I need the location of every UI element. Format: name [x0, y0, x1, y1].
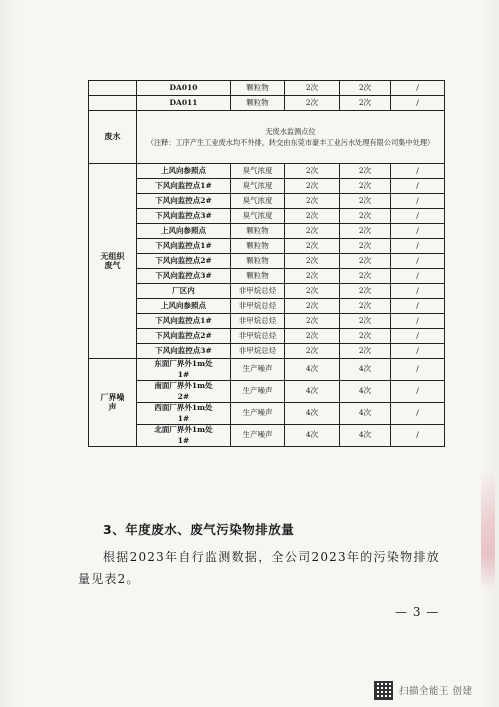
actual-cell: 2次 — [340, 299, 391, 314]
table-row — [89, 329, 445, 344]
point-cell: DA011 — [137, 96, 231, 111]
point-line: 1# — [177, 369, 190, 379]
result-cell: / — [391, 299, 445, 314]
item-cell: 臭气浓度 — [231, 194, 285, 209]
category-fugitive — [89, 164, 137, 359]
result-cell: / — [391, 96, 445, 111]
category-fugitive-line1: 无组织 — [100, 250, 125, 261]
result-cell: / — [391, 314, 445, 329]
item-cell: 颗粒物 — [231, 239, 285, 254]
actual-cell: 2次 — [340, 209, 391, 224]
result-cell: / — [391, 194, 445, 209]
frequency-cell: 2次 — [285, 329, 340, 344]
point-cell — [137, 403, 231, 425]
section-heading: 3、年度废水、废气污染物排放量 — [103, 522, 295, 537]
frequency-cell: 2次 — [285, 299, 340, 314]
frequency-cell: 4次 — [285, 403, 340, 425]
table-row-wastewater — [89, 111, 445, 164]
frequency-cell: 2次 — [285, 81, 340, 96]
actual-cell: 2次 — [340, 194, 391, 209]
result-cell: / — [391, 224, 445, 239]
category-fugitive-line2: 废气 — [104, 260, 121, 270]
item-cell: 生产噪声 — [231, 381, 285, 403]
point-cell: 下风向监控点2# — [137, 329, 231, 344]
result-cell: / — [391, 269, 445, 284]
frequency-cell: 2次 — [285, 284, 340, 299]
frequency-cell: 4次 — [285, 381, 340, 403]
scanner-credit: 扫描全能王 创建 — [399, 686, 473, 697]
frequency-cell: 2次 — [285, 344, 340, 359]
point-cell: 下风向监控点1# — [137, 179, 231, 194]
table-row — [89, 209, 445, 224]
frequency-cell: 2次 — [285, 194, 340, 209]
item-cell: 颗粒物 — [231, 254, 285, 269]
result-cell: / — [391, 239, 445, 254]
point-cell — [137, 381, 231, 403]
frequency-cell: 2次 — [285, 164, 340, 179]
item-cell: 非甲烷总烃 — [231, 284, 285, 299]
item-cell: 非甲烷总烃 — [231, 329, 285, 344]
category-noise — [89, 359, 137, 447]
actual-cell: 2次 — [340, 269, 391, 284]
category-cell — [89, 81, 137, 96]
item-cell: 生产噪声 — [231, 359, 285, 381]
frequency-cell: 2次 — [285, 179, 340, 194]
frequency-cell: 4次 — [285, 425, 340, 447]
actual-cell: 2次 — [340, 329, 391, 344]
category-noise-line1: 厂界噪 — [100, 392, 125, 403]
point-cell — [137, 425, 231, 447]
actual-cell: 2次 — [340, 224, 391, 239]
page-number: — 3 — — [395, 605, 440, 619]
actual-cell: 4次 — [340, 359, 391, 381]
point-line: 1# — [177, 413, 190, 423]
actual-cell: 4次 — [340, 381, 391, 403]
point-cell: 上风向参照点 — [137, 224, 231, 239]
frequency-cell: 2次 — [285, 209, 340, 224]
item-cell: 颗粒物 — [231, 81, 285, 96]
point-line: 1# — [177, 435, 190, 445]
scanner-watermark — [374, 680, 473, 700]
result-cell: / — [391, 425, 445, 447]
result-cell: / — [391, 381, 445, 403]
table-row — [89, 81, 445, 96]
actual-cell: 2次 — [340, 284, 391, 299]
result-cell: / — [391, 403, 445, 425]
item-cell: 非甲烷总烃 — [231, 344, 285, 359]
point-cell: 厂区内 — [137, 284, 231, 299]
point-cell: 下风向监控点2# — [137, 254, 231, 269]
item-cell: 生产噪声 — [231, 425, 285, 447]
point-line: 南面厂界外1m处 — [154, 381, 213, 391]
body-paragraph: 根据2023年自行监测数据，全公司2023年的污染物排放量见表2。 — [78, 550, 440, 586]
result-cell: / — [391, 179, 445, 194]
frequency-cell: 4次 — [285, 359, 340, 381]
item-cell: 臭气浓度 — [231, 209, 285, 224]
result-cell: / — [391, 329, 445, 344]
table-row — [89, 344, 445, 359]
actual-cell: 2次 — [340, 96, 391, 111]
result-cell: / — [391, 81, 445, 96]
result-cell: / — [391, 254, 445, 269]
result-cell: / — [391, 359, 445, 381]
result-cell: / — [391, 284, 445, 299]
frequency-cell: 2次 — [285, 96, 340, 111]
point-cell: 下风向监控点2# — [137, 194, 231, 209]
item-cell: 颗粒物 — [231, 269, 285, 284]
item-cell: 颗粒物 — [231, 224, 285, 239]
table-row — [89, 299, 445, 314]
monitoring-table — [88, 80, 445, 447]
table-row — [89, 269, 445, 284]
frequency-cell: 2次 — [285, 239, 340, 254]
actual-cell: 2次 — [340, 239, 391, 254]
actual-cell: 4次 — [340, 425, 391, 447]
frequency-cell: 2次 — [285, 254, 340, 269]
point-line: 2# — [177, 391, 190, 401]
point-cell: 上风向参照点 — [137, 299, 231, 314]
frequency-cell: 2次 — [285, 224, 340, 239]
table-row — [89, 164, 445, 179]
wastewater-note — [137, 111, 445, 164]
actual-cell: 2次 — [340, 81, 391, 96]
actual-cell: 4次 — [340, 403, 391, 425]
point-cell: DA010 — [137, 81, 231, 96]
point-cell — [137, 359, 231, 381]
item-cell: 臭气浓度 — [231, 164, 285, 179]
point-cell: 下风向监控点1# — [137, 314, 231, 329]
category-wastewater: 废水 — [89, 111, 137, 164]
category-noise-line2: 声 — [108, 401, 117, 412]
qr-code-icon — [374, 681, 393, 700]
point-line: 东面厂界外1m处 — [154, 359, 213, 369]
point-line: 北面厂界外1m处 — [154, 425, 213, 435]
point-cell: 下风向监控点3# — [137, 209, 231, 224]
actual-cell: 2次 — [340, 344, 391, 359]
point-line: 西面厂界外1m处 — [154, 403, 213, 413]
actual-cell: 2次 — [340, 314, 391, 329]
wastewater-note-detail: （注释：工序产生工业废水均不外排，转交由东莞市豪丰工业污水处理有限公司集中处理） — [146, 138, 435, 147]
table-row — [89, 314, 445, 329]
table-row — [89, 254, 445, 269]
result-cell: / — [391, 164, 445, 179]
item-cell: 非甲烷总烃 — [231, 299, 285, 314]
frequency-cell: 2次 — [285, 269, 340, 284]
table-row — [89, 224, 445, 239]
item-cell: 颗粒物 — [231, 96, 285, 111]
point-cell: 下风向监控点3# — [137, 344, 231, 359]
table-row — [89, 179, 445, 194]
table-row — [89, 239, 445, 254]
result-cell: / — [391, 344, 445, 359]
wastewater-note-title: 无废水监测点位 — [265, 126, 316, 136]
category-cell — [89, 96, 137, 111]
table-row — [89, 284, 445, 299]
point-cell: 上风向参照点 — [137, 164, 231, 179]
item-cell: 臭气浓度 — [231, 179, 285, 194]
point-cell: 下风向监控点1# — [137, 239, 231, 254]
item-cell: 非甲烷总烃 — [231, 314, 285, 329]
table-row — [89, 96, 445, 111]
actual-cell: 2次 — [340, 179, 391, 194]
seal-stamp-fragment — [481, 470, 495, 590]
frequency-cell: 2次 — [285, 314, 340, 329]
actual-cell: 2次 — [340, 254, 391, 269]
point-cell: 下风向监控点3# — [137, 269, 231, 284]
actual-cell: 2次 — [340, 164, 391, 179]
table-row — [89, 194, 445, 209]
item-cell: 生产噪声 — [231, 403, 285, 425]
result-cell: / — [391, 209, 445, 224]
